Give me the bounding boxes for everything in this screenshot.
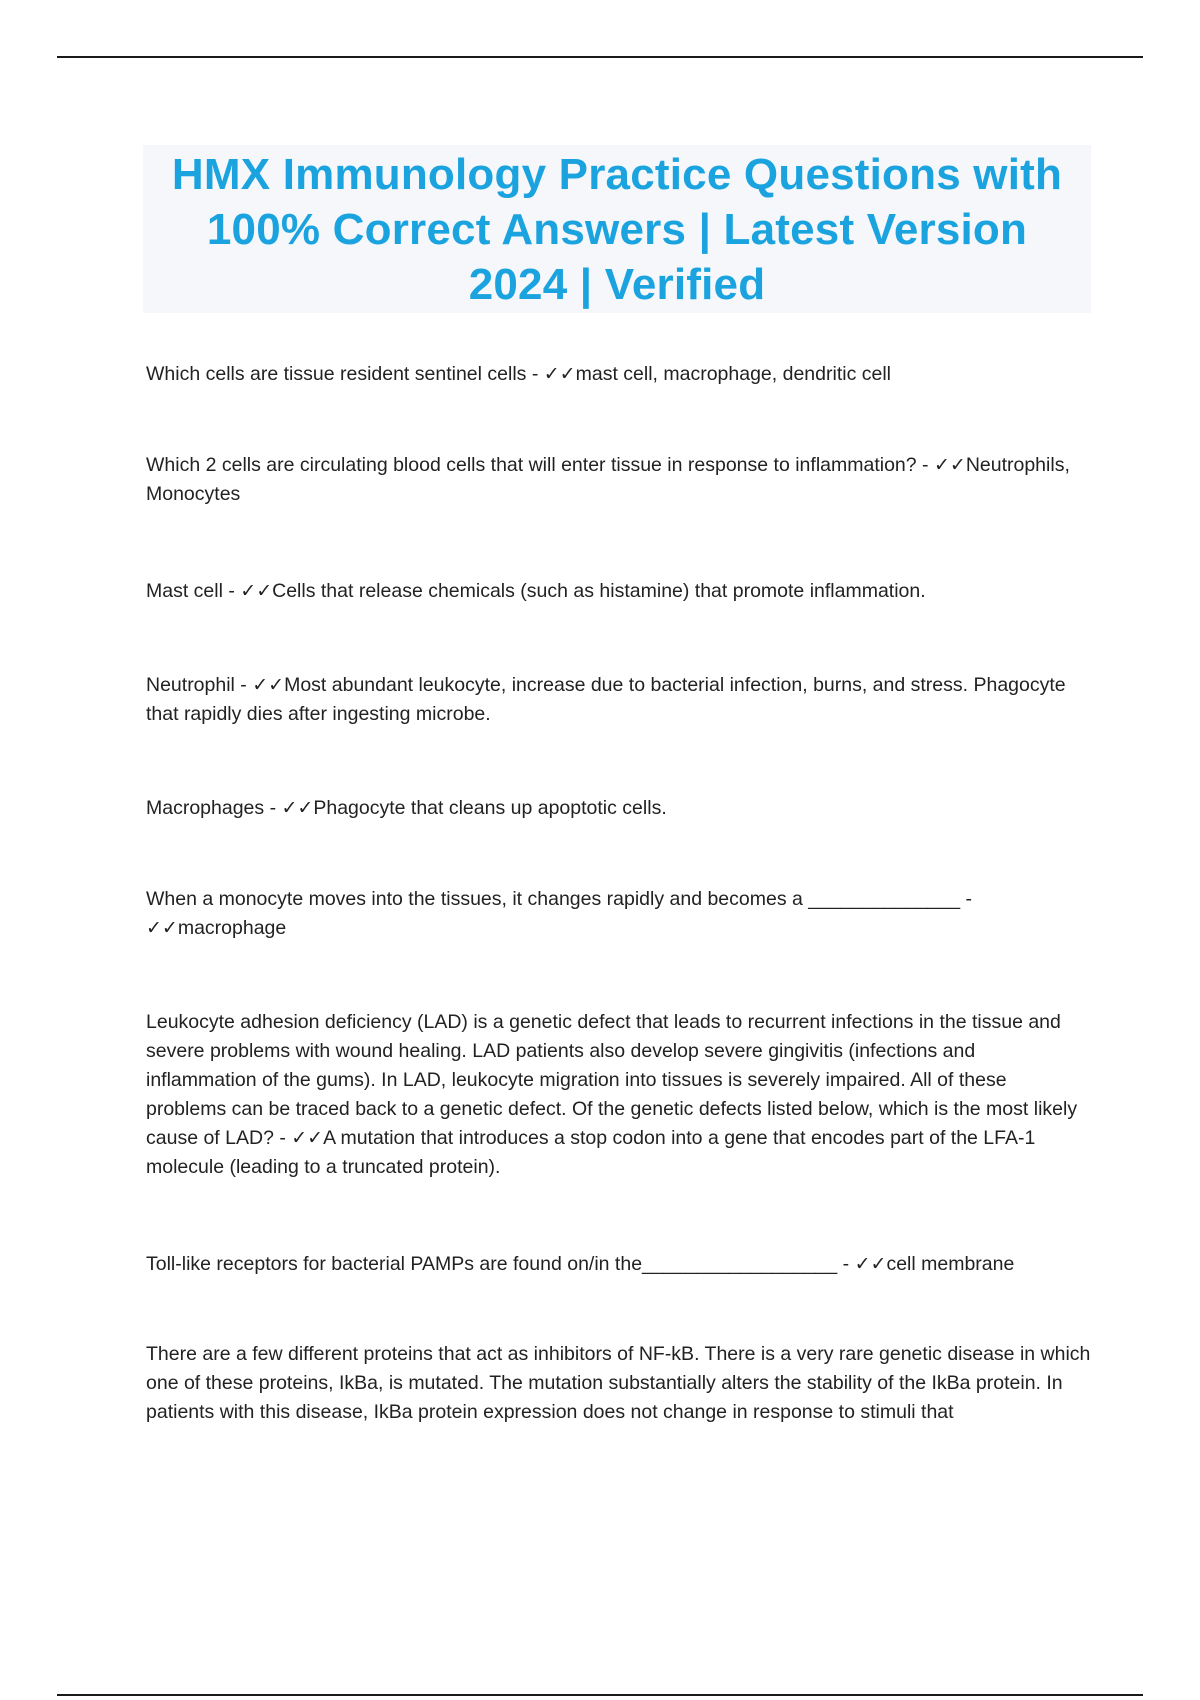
answer-text: Neutrophils, Monocytes (146, 454, 1070, 505)
separator: - (273, 1127, 292, 1149)
question-text: Mast cell (146, 580, 223, 602)
separator: - (264, 797, 282, 819)
top-rule (57, 56, 1143, 58)
qa-item-4 (146, 671, 1091, 729)
answer-text: cell membrane (886, 1253, 1015, 1275)
check-mark-icon: ✓✓ (933, 454, 966, 476)
check-mark-icon: ✓✓ (146, 917, 178, 939)
question-text: Leukocyte adhesion deficiency (LAD) is a genetic defect that leads to recurrent infections in the tissue and severe problems with wound healing. LAD patients also develop severe gingivitis (infections and inflammation of the gums). In LAD, leukocyte migration into tissues is severely impaired. All of these problems can be traced back to a genetic defect. Of the genetic defects listed below, which is the most likely cause of LAD? (146, 1011, 1078, 1149)
check-mark-icon: ✓✓ (854, 1253, 887, 1275)
answer-text: A mutation that introduces a stop codon into a gene that encodes part of the LFA-1 molecule (leading to a truncated protein). (146, 1127, 1036, 1178)
qa-item-6 (146, 885, 1091, 943)
qa-item-3 (146, 577, 1091, 606)
answer-text: macrophage (177, 917, 287, 939)
qa-item-2 (146, 451, 1091, 509)
answer-text: Phagocyte that cleans up apoptotic cells. (313, 797, 667, 819)
question-text: Neutrophil (146, 674, 235, 696)
document-title: HMX Immunology Practice Questions with 100% Correct Answers | Latest Version 2024 | Verified (171, 150, 1063, 309)
trailing-paragraph: There are a few different proteins that act as inhibitors of NF-kB. There is a very rare genetic disease in which one of these proteins, IkBa, is mutated. The mutation substantially alters the stability of the IkBa protein. In patients with this disease, IkBa protein expression does not change in response to stimuli that (146, 1343, 1091, 1423)
check-mark-icon: ✓✓ (252, 674, 285, 696)
answer-text: mast cell, macrophage, dendritic cell (575, 363, 891, 385)
qa-item-8 (146, 1250, 1091, 1279)
question-text: Which 2 cells are circulating blood cells that will enter tissue in response to inflammation? (146, 454, 917, 476)
qa-item-5 (146, 794, 1091, 823)
separator: - (837, 1253, 855, 1275)
question-text: Toll-like receptors for bacterial PAMPs are found on/in the__________________ (146, 1253, 838, 1275)
qa-item-1 (146, 360, 1091, 389)
separator: - (960, 888, 973, 910)
question-text: Which cells are tissue resident sentinel cells (146, 363, 527, 385)
separator: - (916, 454, 934, 476)
separator: - (222, 580, 241, 602)
check-mark-icon: ✓✓ (281, 797, 314, 819)
check-mark-icon: ✓✓ (543, 363, 576, 385)
separator: - (234, 674, 253, 696)
bottom-rule (57, 1694, 1143, 1696)
question-text: Macrophages (146, 797, 265, 819)
question-text: When a monocyte moves into the tissues, it changes rapidly and becomes a ______________ (146, 888, 961, 910)
qa-item-7 (146, 1008, 1091, 1182)
check-mark-icon: ✓✓ (240, 580, 273, 602)
answer-text: Most abundant leukocyte, increase due to bacterial infection, burns, and stress. Phagocyte that rapidly dies after ingesting microbe. (146, 674, 1066, 725)
separator: - (526, 363, 544, 385)
check-mark-icon: ✓✓ (291, 1127, 324, 1149)
answer-text: Cells that release chemicals (such as histamine) that promote inflammation. (272, 580, 926, 602)
title-banner (143, 145, 1091, 313)
